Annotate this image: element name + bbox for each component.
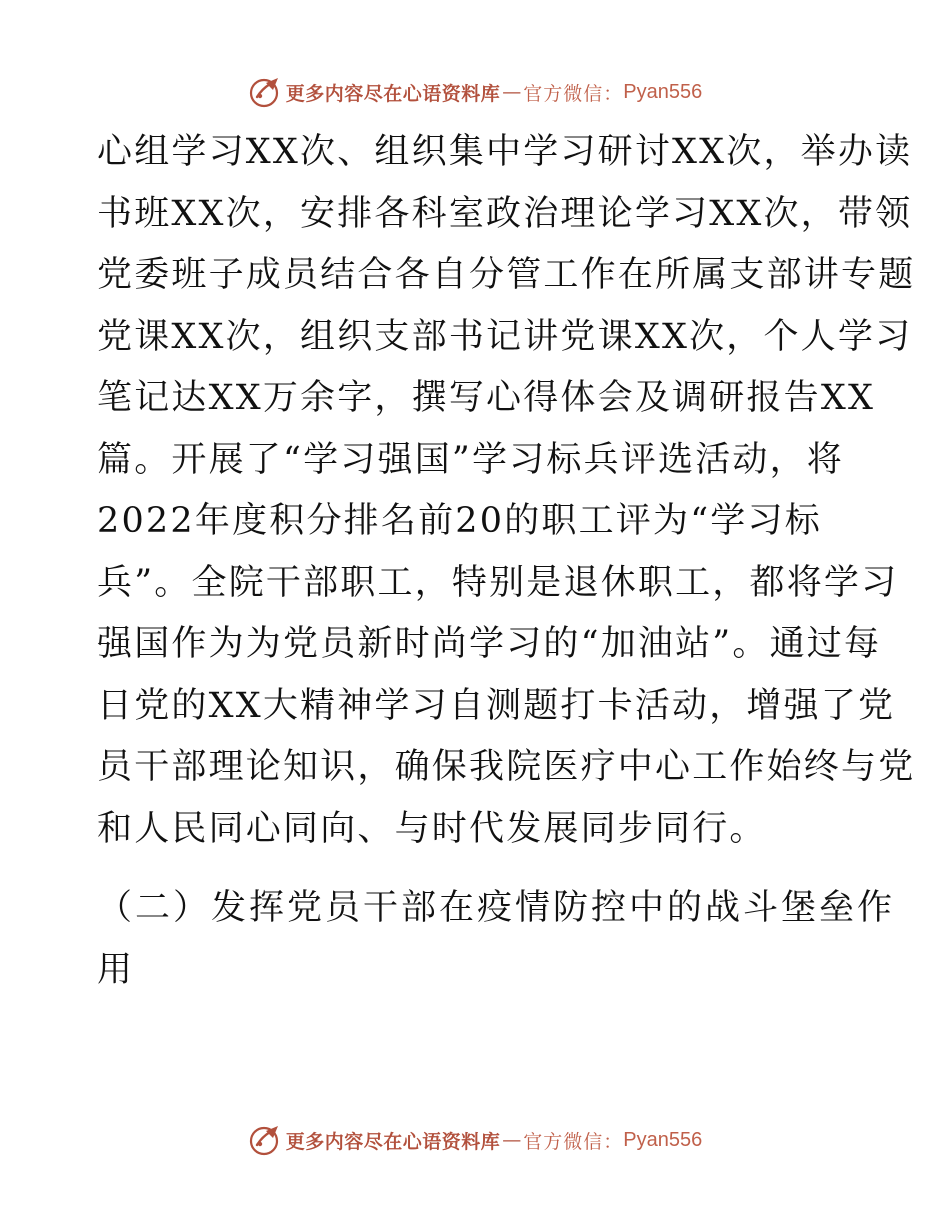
watermark-sub-text: 官方微信： <box>523 1130 624 1153</box>
body-line: 篇。开展了“学习强国”学习标兵评选活动，将 <box>97 439 844 480</box>
body-paragraph <box>97 122 916 860</box>
body-line: 和人民同心同向、与时代发展同步同行。 <box>97 808 767 849</box>
body-line: 员干部理论知识，确保我院医疗中心工作始终与党 <box>97 747 916 787</box>
body-line: 心组学习XX次、组织集中学习研讨XX次，举办读 <box>97 132 913 172</box>
watermark-sub-text: 官方微信： <box>523 82 624 105</box>
footer-watermark <box>0 1120 950 1160</box>
body-line: 兵”。全院干部职工，特别是退休职工，都将学习 <box>97 562 899 603</box>
body-line: 2022年度积分排名前20的职工评为“学习标 <box>97 501 822 541</box>
body-line: 党课XX次，组织支部书记讲党课XX次，个人学习 <box>97 316 913 357</box>
watermark-dash: — <box>502 81 522 103</box>
heading-line: （二）发挥党员干部在疫情防控中的战斗堡垒作 <box>97 888 896 928</box>
body-line: 强国作为为党员新时尚学习的“加油站”。通过每 <box>97 624 882 664</box>
pen-logo-icon <box>248 1123 282 1157</box>
header-watermark <box>0 72 950 112</box>
body-line: 日党的XX大精神学习自测题打卡活动，增强了党 <box>97 685 896 726</box>
watermark-main-text: 更多内容尽在心语资料库 <box>285 1130 501 1153</box>
watermark-dash: — <box>502 1129 522 1151</box>
watermark-wechat-id: Pyan556 <box>623 80 703 103</box>
body-line: 党委班子成员结合各自分管工作在所属支部讲专题 <box>97 255 916 295</box>
watermark-wechat-id: Pyan556 <box>623 1128 703 1151</box>
watermark-main-text: 更多内容尽在心语资料库 <box>285 82 501 105</box>
pen-logo-icon <box>248 75 282 109</box>
body-line: 书班XX次，安排各科室政治理论学习XX次，带领 <box>97 193 913 234</box>
heading-line: 用 <box>97 949 136 990</box>
body-line: 笔记达XX万余字，撰写心得体会及调研报告XX <box>97 378 876 418</box>
section-heading <box>97 878 896 1001</box>
document-body <box>97 122 916 1001</box>
